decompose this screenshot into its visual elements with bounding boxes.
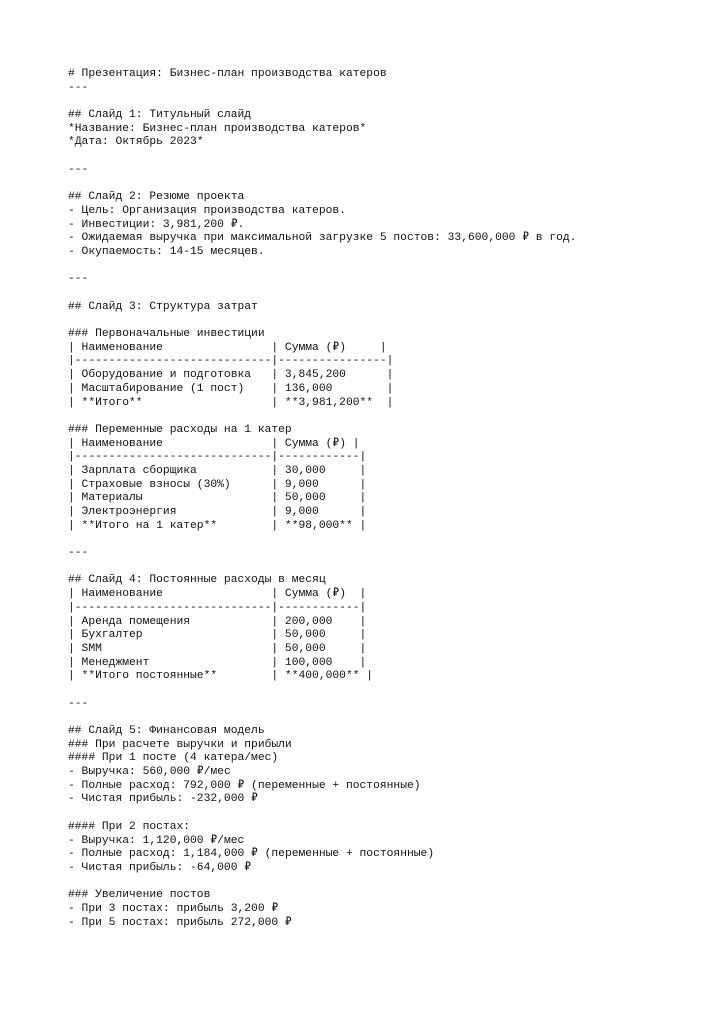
- table-row: | **Итого** | **3,981,200** |: [68, 396, 394, 409]
- list-item: - Полные расход: 792,000 ₽ (переменные + постоянные): [68, 779, 421, 792]
- blank-line: [68, 314, 576, 328]
- list-item: - Чистая прибыль: -64,000 ₽: [68, 861, 252, 874]
- blank-line: [68, 561, 576, 575]
- emphasis-line: *Дата: Октябрь 2023*: [68, 136, 204, 149]
- list-item: - Выручка: 560,000 ₽/мес: [68, 766, 231, 779]
- list-item: - Окупаемость: 14-15 месяцев.: [68, 245, 265, 258]
- table-separator: |-----------------------------|------------|: [68, 601, 367, 614]
- table-row: | SMM | 50,000 |: [68, 642, 367, 655]
- table-row: | Бухгалтер | 50,000 |: [68, 629, 367, 642]
- blank-line: [68, 178, 576, 192]
- blank-line: [68, 410, 576, 424]
- table-row: | Электроэнергия | 9,000 |: [68, 506, 367, 518]
- table-row: | Страховые взносы (30%) | 9,000 |: [68, 478, 367, 491]
- table-row: | Наименование | Сумма (₽) |: [68, 437, 360, 450]
- horizontal-rule: ---: [68, 163, 89, 176]
- horizontal-rule: ---: [68, 547, 89, 560]
- blank-line: [68, 287, 576, 301]
- horizontal-rule: ---: [68, 697, 89, 710]
- list-item: - Полные расход: 1,184,000 ₽ (переменные + постоянные): [68, 848, 435, 861]
- table-row: | Оборудование и подготовка | 3,845,200 |: [68, 369, 394, 382]
- heading-4: #### При 1 посте (4 катера/мес): [68, 752, 279, 765]
- document-text: [68, 68, 576, 930]
- blank-line: [68, 95, 576, 109]
- list-item: - Ожидаемая выручка при максимальной загрузке 5 постов: 33,600,000 ₽ в год.: [68, 232, 577, 245]
- table-separator: |-----------------------------|------------|: [68, 451, 367, 464]
- list-item: - Инвестиции: 3,981,200 ₽.: [68, 218, 245, 231]
- list-item: - Цель: Организация производства катеров.: [68, 204, 346, 217]
- table-separator: |-----------------------------|----------------|: [68, 355, 394, 368]
- table-row: | Зарплата сборщика | 30,000 |: [68, 464, 367, 477]
- heading-3: ### При расчете выручки и прибыли: [68, 738, 292, 751]
- blank-line: [68, 533, 576, 547]
- heading-2: ## Слайд 2: Резюме проекта: [68, 191, 245, 204]
- table-row: | Наименование | Сумма (₽) |: [68, 341, 387, 354]
- list-item: - Выручка: 1,120,000 ₽/мес: [68, 834, 245, 847]
- table-row: | Наименование | Сумма (₽) |: [68, 588, 367, 601]
- blank-line: [68, 150, 576, 164]
- table-row: | Материалы | 50,000 |: [68, 492, 367, 505]
- heading-1: # Презентация: Бизнес-план производства катеров: [68, 68, 387, 80]
- blank-line: [68, 876, 576, 890]
- heading-2: ## Слайд 4: Постоянные расходы в месяц: [68, 574, 326, 587]
- horizontal-rule: ---: [68, 81, 89, 94]
- blank-line: [68, 260, 576, 274]
- table-row: | **Итого на 1 катер** | **98,000** |: [68, 519, 367, 532]
- blank-line: [68, 711, 576, 725]
- heading-2: ## Слайд 5: Финансовая модель: [68, 725, 265, 737]
- heading-2: ## Слайд 1: Титульный слайд: [68, 109, 252, 122]
- table-row: | Масштабирование (1 пост) | 136,000 |: [68, 382, 394, 395]
- emphasis-line: *Название: Бизнес-план производства катеров*: [68, 122, 367, 135]
- heading-2: ## Слайд 3: Структура затрат: [68, 300, 258, 313]
- blank-line: [68, 684, 576, 698]
- horizontal-rule: ---: [68, 273, 89, 286]
- list-item: - При 5 постах: прибыль 272,000 ₽: [68, 916, 292, 929]
- heading-3: ### Первоначальные инвестиции: [68, 328, 265, 341]
- heading-3: ### Увеличение постов: [68, 889, 211, 902]
- list-item: - Чистая прибыль: -232,000 ₽: [68, 793, 258, 806]
- table-row: | **Итого постоянные** | **400,000** |: [68, 670, 374, 683]
- table-row: | Аренда помещения | 200,000 |: [68, 615, 367, 628]
- blank-line: [68, 807, 576, 821]
- heading-3: ### Переменные расходы на 1 катер: [68, 423, 292, 436]
- heading-4: #### При 2 постах:: [68, 820, 191, 833]
- table-row: | Менеджмент | 100,000 |: [68, 656, 367, 669]
- list-item: - При 3 постах: прибыль 3,200 ₽: [68, 902, 279, 915]
